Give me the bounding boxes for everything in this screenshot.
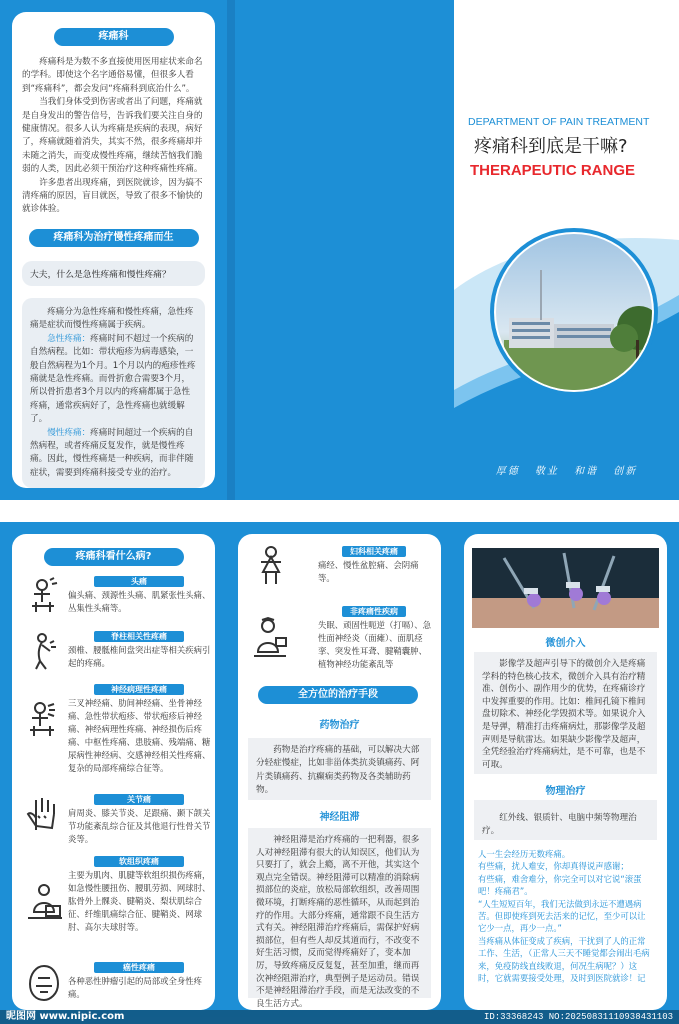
condition-neuropathic [24,684,214,775]
gynecology-figure-icon [254,546,288,586]
watermark-right: ID:33368243 NO:20250831110938431103 [483,1012,673,1022]
condition-tag: 脊柱相关性疼痛 [94,631,184,642]
middle-back-panel [227,0,454,500]
cover-english-bottom: THERAPEUTIC RANGE [470,162,636,179]
acute-label: 急性疼痛： [47,333,91,344]
panel-interventional [464,534,667,1010]
quote-block [474,848,657,1010]
nerve-block-title: 神经阻滞 [319,812,360,823]
drug-box [248,738,431,800]
condition-tag: 软组织疼痛 [94,856,184,867]
condition-text: 痛经、慢性盆腔痛、会阴痛等。 [318,560,419,583]
sheet-gap [0,500,679,522]
condition-gynecological [248,546,433,585]
cover-wave-graphic [454,200,679,500]
intro-paragraph-3: 许多患者出现疼痛，到医院就诊，因为搞不清疼痛的原因，盲目就医，导致了很多不愉快的就诊体验。 [22,177,203,215]
condition-text: 偏头痛、颈源性头痛、肌紧张性头痛、丛集性头痛等。 [68,590,211,613]
watermark-left: 昵图网 www.nipic.com [6,1011,125,1022]
condition-non-pain [248,606,433,671]
nerve-block-text: 神经阻滞是治疗疼痛的一把利器，很多人对神经阻滞有很大的认知误区，他们认为只要打了，就会上瘾，离不开他，其实这个观点完全错误。神经阻滞可以精准的消除病损部位的炎症，放松局部软组织，改善周围微环境，打断疼痛的恶性循环，从而起到治疗的作用。大部分疼痛，通常跟不良生活方式有关。神经阻滞治疗疼痛后，需保护好病损部位，但有些人却反其道而行，不改变不好生活习惯，反而觉得疼痛好了，变本加厉，导致疼痛反反复复，甚至加重，继而再次神经阻滞治疗，典型例子是运动员。错误不是神经阻滞治疗手段，而是无法改变的不良生活方式。 [256,835,420,1009]
answer-intro: 疼痛分为急性疼痛和慢性疼痛，急性疼痛是症状而慢性疼痛属于疾病。 [30,306,194,331]
question-text: 大夫，什么是急性疼痛和慢性疼痛？ [30,269,171,280]
condition-headache [24,576,214,615]
cover-title: 疼痛科到底是干嘛? [474,136,628,157]
panel-pain-department [12,12,215,488]
section-title: 疼痛科为治疗慢性疼痛而生 [29,229,199,247]
condition-tag: 头痛 [94,576,184,587]
physio-box [474,800,657,840]
drug-title: 药物治疗 [319,720,360,731]
condition-tag: 关节痛 [94,794,184,805]
hand-joint-icon [24,794,64,834]
acute-text: 疼痛时间不超过一个疾病的自然病程。比如：带状疱疹为病毒感染，一般自然病程为1个月。1个月以内的疱疹性疼痛就是急性疼痛。而骨折愈合需要3个月，所以骨折患者3个月以内的疼痛都属于急性疼痛，通常疾病好了，急性疼痛也就缓解了。 [30,333,196,425]
quote-line: 有些痛，扰人难安，你却真得说声感谢； [478,861,629,872]
cover-slogan: 厚德 敬业 和谐 创新 [495,466,638,477]
condition-cancer [24,962,214,1001]
condition-spine [24,631,214,670]
condition-tag: 神经病理性疼痛 [94,684,184,695]
back-pain-icon [24,631,64,671]
condition-text: 肩周炎、膝关节炎、足跟痛、颞下颌关节功能紊乱综合征及其他退行性骨关节炎等。 [68,808,211,844]
drug-text: 药物是治疗疼痛的基础，可以解决大部分轻症慢症，比如非甾体类抗炎镇痛药、阿片类镇痛药、抗癫痫类药物及各类辅助药物。 [256,745,420,796]
chronic-label: 慢性疼痛： [47,427,91,438]
cover-panel [454,0,679,500]
nerve-pain-icon [24,700,64,740]
quote-line: 有些痛，难舍难分，你完全可以对它说“滚蛋吧！疼痛君”。 [478,873,642,897]
quote-line: “人生短短百年，我们无法做到永远不遭遇病苦。但即使疼到死去活来的记忆，至少可以让它少一点，再少一点。” [478,898,646,934]
minimally-invasive-text: 影像学及超声引导下的微创介入是疼痛学科的特色核心技术，微创介入具有治疗精准、创伤小、副作用少的优势，在疼痛诊疗中发挥重要的作用。比如：椎间孔镜下椎间盘切除术、神经化学毁损术等。如果说介入是导弹，精准打击疼痛病灶，那影像学及超声则是导航雷达。如果缺少影像学及超声，全凭经验治疗疼痛病灶，是不可靠，也是不可取。 [482,659,646,770]
panel-treated-conditions [12,534,215,1010]
condition-text: 失眠、顽固性呃逆（打嗝）、急性面神经炎（面瘫）、面肌痉挛、突发性耳聋、腱鞘囊肿、植物神经功能紊乱等 [318,620,432,669]
physio-title: 物理治疗 [545,786,586,797]
condition-soft-tissue [24,856,214,934]
soft-tissue-icon [24,882,64,922]
condition-text: 主要为肌肉、肌腱等软组织损伤疼痛，如急慢性腰扭伤、腰肌劳损、网球肘、肱骨外上髁炎、腱鞘炎、梨状肌综合征、纤维肌痛综合征、腱鞘炎、网球肘、高尔夫球肘等。 [68,870,211,932]
answer-bubble [22,298,205,488]
cancer-pain-icon [24,962,64,1002]
intro-paragraph-1: 疼痛科是为数不多直接使用医用症状来命名的学科。即使这个名字通俗易懂，但很多人看到“疼痛科”，都会发问“疼痛科到底治什么”。 [22,57,203,94]
condition-tag: 非疼痛性疾病 [342,606,406,617]
condition-joint [24,794,214,846]
surgery-photo [464,548,667,628]
sleeping-person-icon [250,616,290,662]
condition-text: 三叉神经痛、肋间神经痛、坐骨神经痛、急性带状疱疹、带状疱疹后神经痛、神经病理性疼痛、神经损伤后疼痛、中枢性疼痛、患肢痛、残端痛、糖尿病性神经病、交感神经相关性疼痛、复杂的局部疼痛综合征等。 [68,698,211,773]
condition-tag: 妇科相关疼痛 [342,546,406,557]
question-bubble [22,261,205,286]
minimally-invasive-title: 微创介入 [545,638,586,649]
quote-line: 人一生会经历无数疼痛。 [478,849,571,859]
panel-title: 疼痛科 [54,28,174,46]
condition-tag: 癌性疼痛 [94,962,184,973]
condition-text: 颈椎、腰骶椎间盘突出症等相关疾病引起的疼痛。 [68,645,211,668]
condition-text: 各种恶性肿瘤引起的局部或全身性疼痛。 [68,976,202,999]
panel-title: 疼痛科看什么病? [44,548,184,566]
minimally-invasive-box [474,652,657,774]
chronic-text: 疼痛时间超过一个疾病的自然病程，或者疼痛反复发作，就是慢性疼痛。因此，慢性疼痛是一种疾病，而非伴随症状，需要到疼痛科接受专业的治疗。 [30,427,194,478]
headache-person-icon [24,576,64,616]
methods-title: 全方位的治疗手段 [258,686,418,704]
nerve-block-box [248,828,431,1009]
quote-line: 当疼痛从体征变成了疾病，干扰到了人的正常工作、生活，（正常人三天不睡觉都会闹出毛病来，免疫防线直线败退，何况生病呢？）这时，它就需要接受处理，及时到医院就诊！记 [478,935,650,984]
physio-text: 红外线、银质针、电脑中频等物理治疗。 [482,813,637,837]
panel-treatment-methods [238,534,441,1010]
cover-english-top: DEPARTMENT OF PAIN TREATMENT [468,116,650,128]
intro-paragraph-2: 当我们身体受到伤害或者出了问题，疼痛就是自身发出的警告信号，告诉我们要关注自身的健康情况。很多人认为疼痛是疾病的表现，病好了，疼痛就随着消失，其实不然，很多疼痛却并未随之消失，而变成慢性疼痛，继续苦恼我们脆弱的人类，因此必须干预治疗这种疼痛性疼痛。 [22,97,203,175]
watermark-bar [0,1010,679,1024]
